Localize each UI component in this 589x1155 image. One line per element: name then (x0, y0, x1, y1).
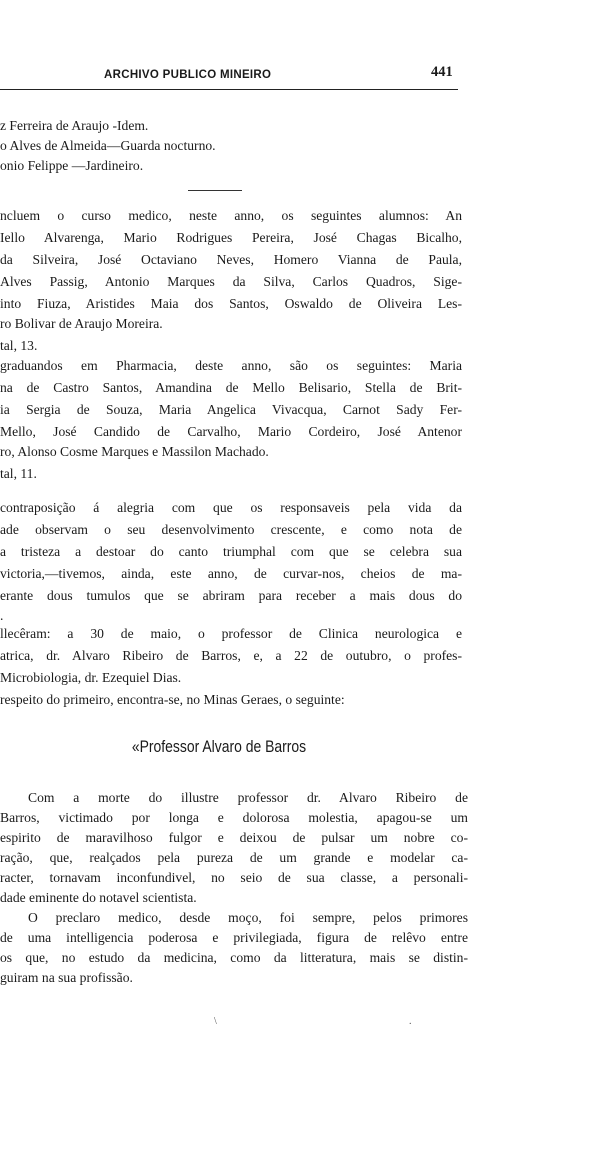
text-line: atrica, dr. Alvaro Ribeiro de Barros, e, a 22 de outubro, o profes- (0, 648, 462, 663)
article-line: Com a morte do illustre professor dr. Alvaro Ribeiro de (28, 790, 468, 805)
text-line: Microbiologia, dr. Ezequiel Dias. (0, 670, 182, 685)
text-line: into Fiuza, Aristides Maia dos Santos, Oswaldo de Oliveira Les- (0, 296, 462, 311)
text-line: Alves Passig, Antonio Marques da Silva, Carlos Quadros, Sige- (0, 274, 462, 289)
text-line: llecêram: a 30 de maio, o professor de Clinica neurologica e (0, 626, 462, 641)
text-line: ade observam o seu desenvolvimento crescente, e como nota de (0, 522, 462, 537)
text-line: da Silveira, José Octaviano Neves, Homero Vianna de Paula, (0, 252, 462, 267)
text-line: na de Castro Santos, Amandina de Mello Belisario, Stella de Brit- (0, 380, 462, 395)
text-line: Mello, José Candido de Carvalho, Mario Cordeiro, José Antenor (0, 424, 462, 439)
text-line: erante dous tumulos que se abriram para receber a mais dous do (0, 588, 462, 603)
total-line: tal, 13. (0, 338, 38, 353)
article-line: de uma intelligencia poderosa e privilegiada, figura de relêvo entre (0, 930, 468, 945)
page-number: 441 (431, 64, 453, 80)
text-line: graduandos em Pharmacia, deste anno, são os seguintes: Maria (0, 358, 462, 373)
text-line: . (0, 608, 4, 623)
section-separator (188, 190, 242, 191)
staff-line: onio Felippe —Jardineiro. (0, 158, 144, 173)
article-line: espirito de maravilhoso fulgor e deixou de pulsar um nobre co- (0, 830, 468, 845)
article-line: ração, que, realçados pela pureza de um grande e modelar ca- (0, 850, 468, 865)
staff-line: z Ferreira de Araujo -Idem. (0, 118, 149, 133)
page-speck: \ (214, 1016, 217, 1027)
text-line: ro, Alonso Cosme Marques e Massilon Machado. (0, 444, 269, 459)
staff-line: o Alves de Almeida—Guarda nocturno. (0, 138, 216, 153)
text-line: a tristeza a destoar do canto triumphal com que se celebra sua (0, 544, 462, 559)
text-line: ia Sergia de Souza, Maria Angelica Vivacqua, Carnot Sady Fer- (0, 402, 462, 417)
article-heading: «Professor Alvaro de Barros (131, 737, 307, 756)
text-line: contraposição á alegria com que os responsaveis pela vida da (0, 500, 462, 515)
running-header-title: ARCHIVO PUBLICO MINEIRO (104, 69, 272, 81)
article-line: guiram na sua profissão. (0, 970, 133, 985)
article-line: racter, tornavam inconfundivel, no seio de sua classe, a personali- (0, 870, 468, 885)
article-line: dade eminente do notavel scientista. (0, 890, 197, 905)
article-line: os que, no estudo da medicina, como da litteratura, mais se distin- (0, 950, 468, 965)
header-rule (0, 89, 458, 90)
article-line: Barros, victimado por longa e dolorosa molestia, apagou-se um (0, 810, 468, 825)
article-line: O preclaro medico, desde moço, foi sempre, pelos primores (28, 910, 468, 925)
text-line: victoria,—tivemos, ainda, este anno, de curvar-nos, cheios de ma- (0, 566, 462, 581)
page-speck: . (409, 1016, 412, 1027)
text-line: ncluem o curso medico, neste anno, os seguintes alumnos: An (0, 208, 462, 223)
total-line: tal, 11. (0, 466, 37, 481)
text-line: Iello Alvarenga, Mario Rodrigues Pereira, José Chagas Bicalho, (0, 230, 462, 245)
text-line: respeito do primeiro, encontra-se, no Minas Geraes, o seguinte: (0, 692, 345, 707)
text-line: ro Bolivar de Araujo Moreira. (0, 316, 163, 331)
